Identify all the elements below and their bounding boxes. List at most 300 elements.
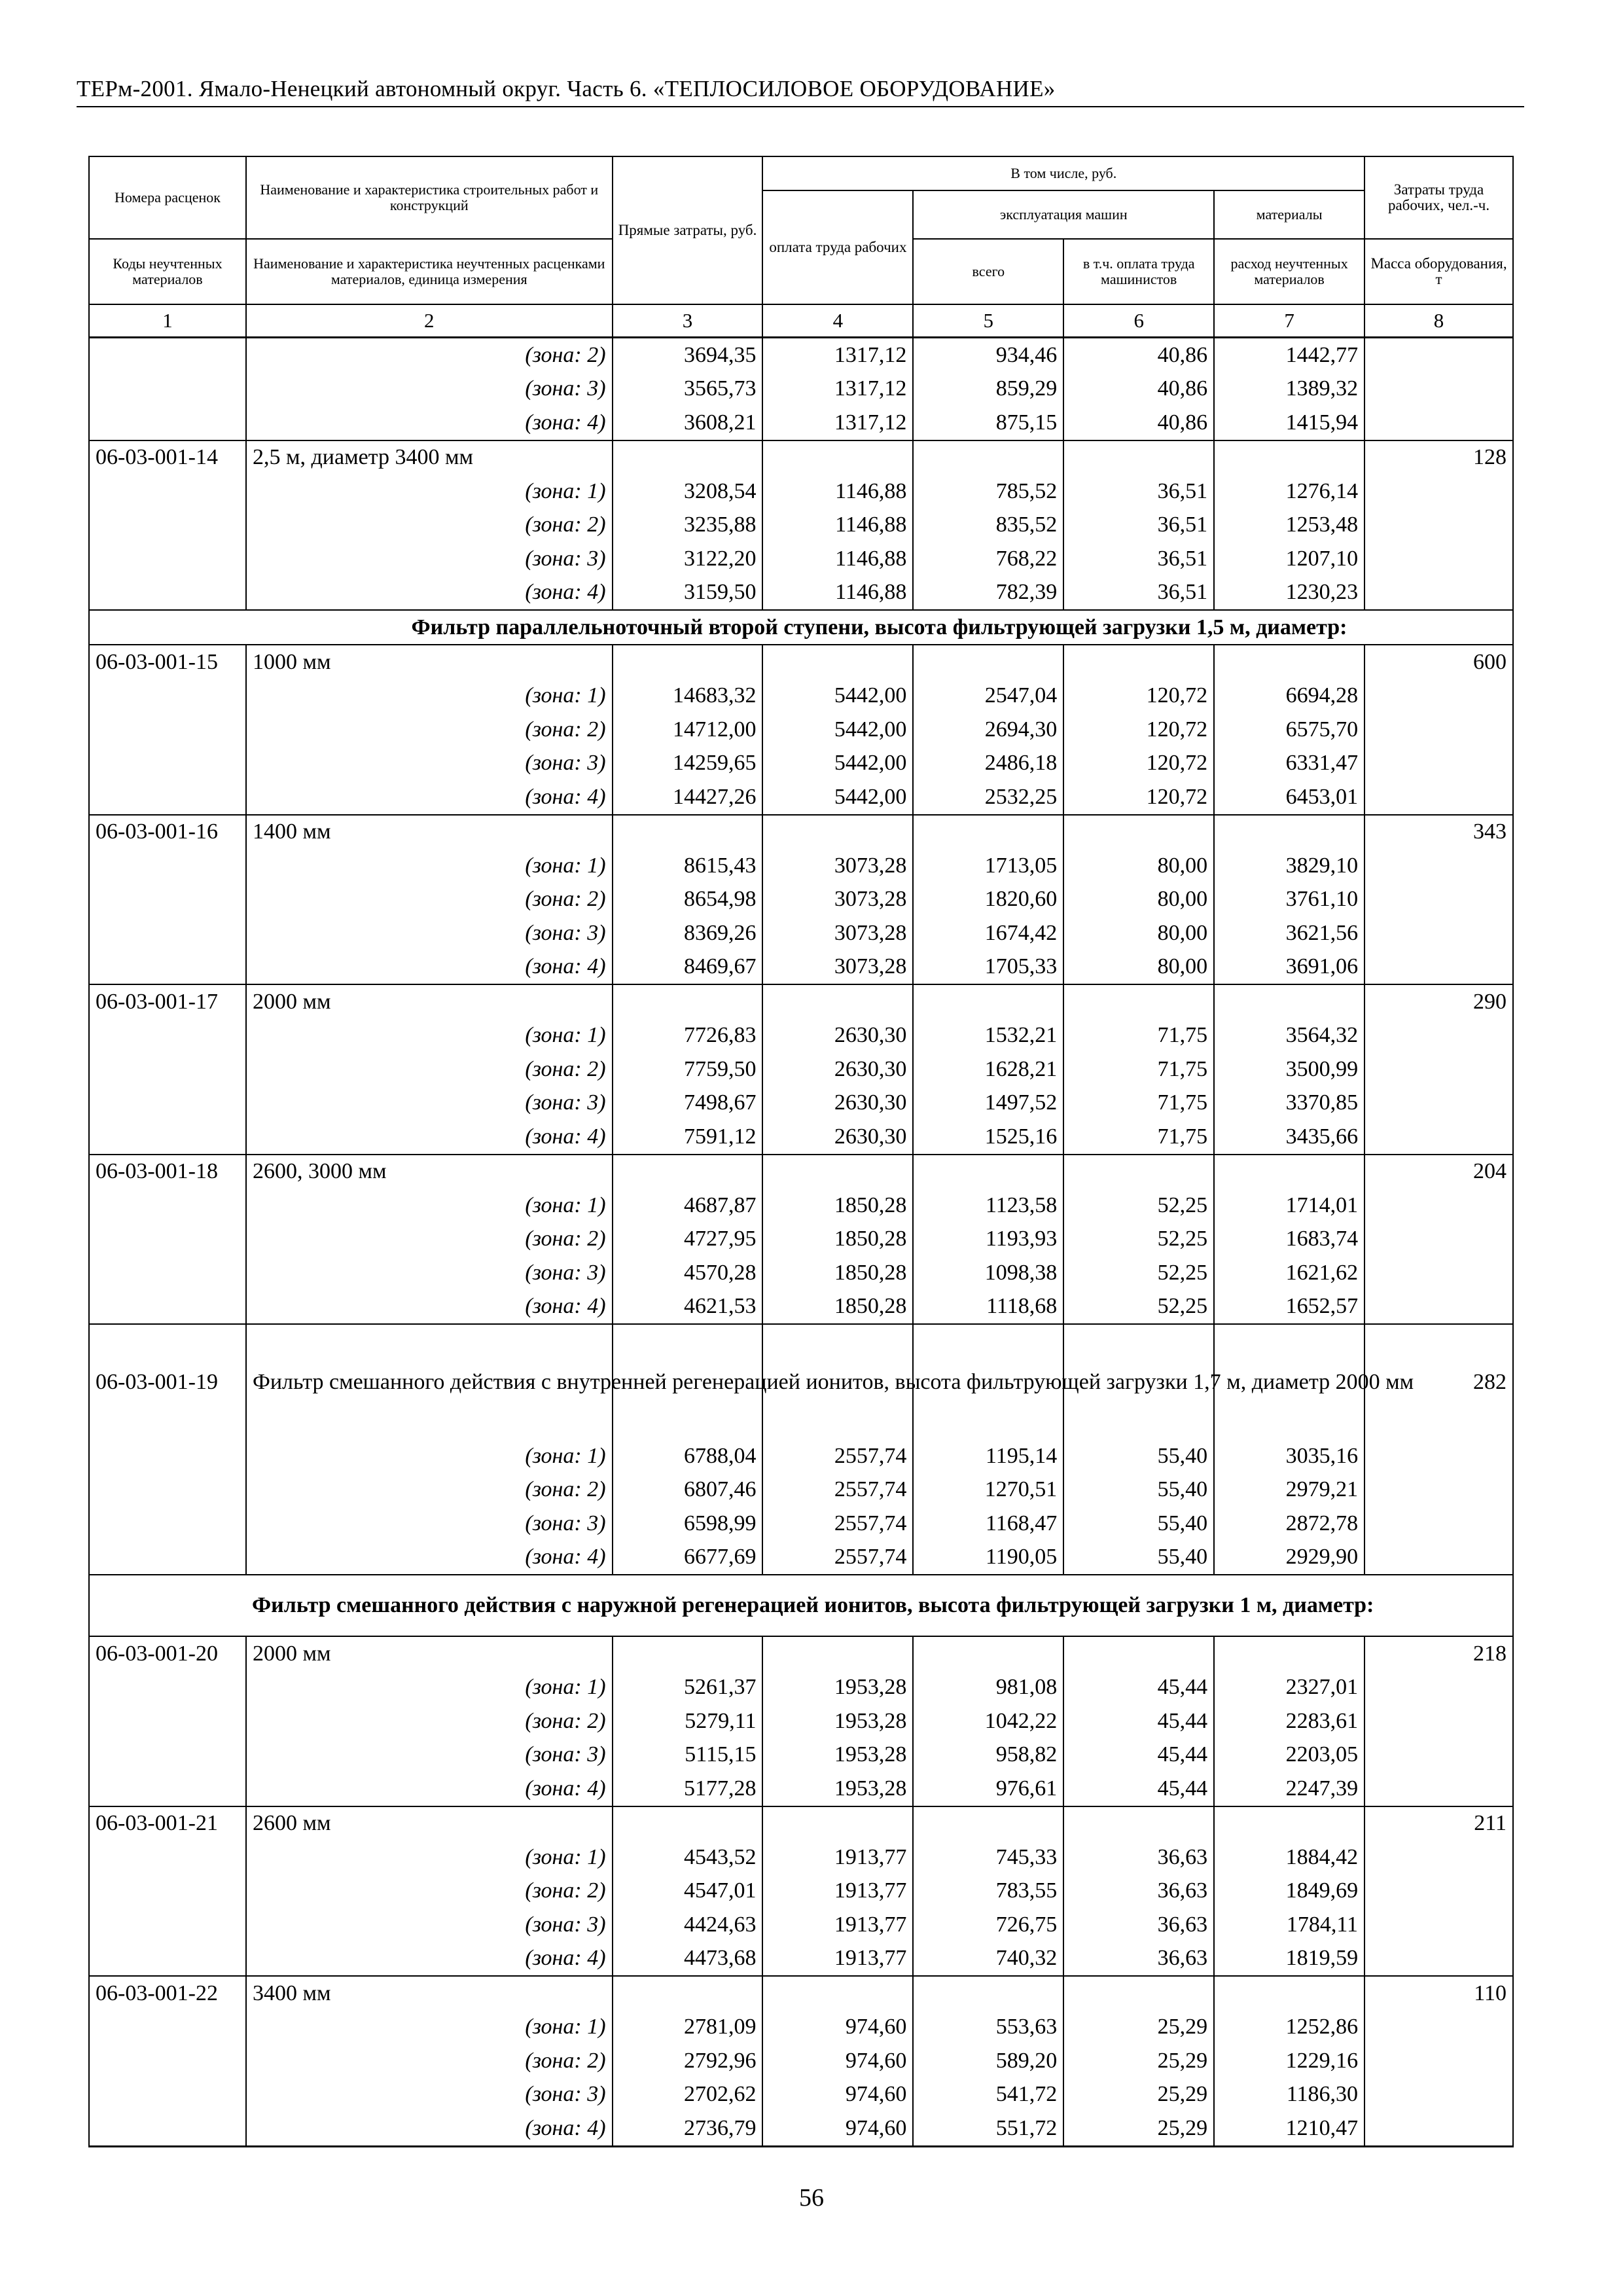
direct-costs: 4687,87 <box>613 1189 763 1223</box>
zone-row <box>89 747 1513 781</box>
empty-cell <box>1214 1806 1364 1841</box>
direct-costs: 4543,52 <box>613 1840 763 1874</box>
worker-wages: 1146,88 <box>762 475 913 509</box>
zone-row <box>89 849 1513 883</box>
materials-cost: 3435,66 <box>1214 1120 1364 1155</box>
materials-cost: 1230,23 <box>1214 576 1364 611</box>
empty-cell <box>1364 372 1513 406</box>
empty-cell <box>1364 950 1513 985</box>
materials-cost: 1253,48 <box>1214 509 1364 543</box>
machinist-wages: 36,63 <box>1063 1840 1214 1874</box>
zone-row <box>89 1120 1513 1155</box>
empty-cell <box>89 883 246 917</box>
labor-costs: 343 <box>1364 815 1513 850</box>
zone-label: (зона: 4) <box>246 576 613 611</box>
machine-operation: 745,33 <box>913 1840 1063 1874</box>
direct-costs: 5115,15 <box>613 1738 763 1772</box>
materials-cost: 1252,86 <box>1214 2011 1364 2045</box>
materials-cost: 2979,21 <box>1214 1473 1364 1507</box>
direct-costs: 7498,67 <box>613 1086 763 1121</box>
zone-row <box>89 2044 1513 2078</box>
empty-cell <box>1063 1976 1214 2011</box>
worker-wages: 1850,28 <box>762 1189 913 1223</box>
zone-row <box>89 780 1513 815</box>
zone-row <box>89 916 1513 950</box>
zone-label: (зона: 3) <box>246 2078 613 2112</box>
empty-cell <box>89 1019 246 1053</box>
worker-wages: 3073,28 <box>762 950 913 985</box>
empty-cell <box>89 1507 246 1541</box>
empty-cell <box>913 1976 1063 2011</box>
machinist-wages: 25,29 <box>1063 2011 1214 2045</box>
machine-operation: 934,46 <box>913 338 1063 372</box>
rate-code: 06-03-001-19 <box>89 1324 246 1439</box>
zone-label: (зона: 2) <box>246 1052 613 1086</box>
empty-cell <box>1364 1704 1513 1738</box>
machinist-wages: 71,75 <box>1063 1052 1214 1086</box>
zone-label: (зона: 2) <box>246 1874 613 1909</box>
column-number: 6 <box>1063 304 1214 338</box>
rate-header-row <box>89 645 1513 679</box>
machine-operation: 2694,30 <box>913 713 1063 747</box>
machine-operation: 1190,05 <box>913 1541 1063 1575</box>
machinist-wages: 52,25 <box>1063 1290 1214 1325</box>
empty-cell <box>762 1636 913 1671</box>
zone-row <box>89 338 1513 372</box>
direct-costs: 3565,73 <box>613 372 763 406</box>
machinist-wages: 45,44 <box>1063 1671 1214 1705</box>
machinist-wages: 120,72 <box>1063 780 1214 815</box>
header-work-name: Наименование и характеристика строительных работ и конструкций <box>246 156 613 239</box>
worker-wages: 1913,77 <box>762 1908 913 1942</box>
zone-row <box>89 1507 1513 1541</box>
page-number: 56 <box>799 2184 824 2212</box>
zone-row <box>89 1086 1513 1121</box>
zone-row <box>89 1541 1513 1575</box>
machinist-wages: 40,86 <box>1063 338 1214 372</box>
worker-wages: 5442,00 <box>762 780 913 815</box>
materials-cost: 2929,90 <box>1214 1541 1364 1575</box>
empty-cell <box>1364 475 1513 509</box>
materials-cost: 1819,59 <box>1214 1942 1364 1977</box>
empty-cell <box>89 372 246 406</box>
empty-cell <box>762 1976 913 2011</box>
empty-cell <box>1364 1738 1513 1772</box>
empty-cell <box>1364 1541 1513 1575</box>
empty-cell <box>913 645 1063 679</box>
zone-row <box>89 372 1513 406</box>
empty-cell <box>1364 576 1513 611</box>
machinist-wages: 71,75 <box>1063 1086 1214 1121</box>
direct-costs: 4570,28 <box>613 1256 763 1290</box>
empty-cell <box>1364 1086 1513 1121</box>
empty-cell <box>913 1806 1063 1841</box>
machinist-wages: 40,86 <box>1063 372 1214 406</box>
direct-costs: 4621,53 <box>613 1290 763 1325</box>
worker-wages: 1146,88 <box>762 542 913 576</box>
zone-label: (зона: 3) <box>246 1086 613 1121</box>
column-number: 2 <box>246 304 613 338</box>
worker-wages: 5442,00 <box>762 679 913 713</box>
empty-cell <box>1063 1636 1214 1671</box>
empty-cell <box>613 645 763 679</box>
empty-cell <box>89 1189 246 1223</box>
worker-wages: 1850,28 <box>762 1223 913 1257</box>
empty-cell <box>89 1223 246 1257</box>
empty-cell <box>89 2078 246 2112</box>
worker-wages: 3073,28 <box>762 916 913 950</box>
zone-label: (зона: 1) <box>246 1189 613 1223</box>
worker-wages: 974,60 <box>762 2044 913 2078</box>
direct-costs: 14259,65 <box>613 747 763 781</box>
zone-label: (зона: 4) <box>246 406 613 440</box>
machinist-wages: 52,25 <box>1063 1223 1214 1257</box>
materials-cost: 3621,56 <box>1214 916 1364 950</box>
work-description: 2,5 м, диаметр 3400 мм <box>246 440 613 475</box>
materials-cost: 1210,47 <box>1214 2111 1364 2146</box>
empty-cell <box>89 1439 246 1473</box>
worker-wages: 2630,30 <box>762 1086 913 1121</box>
worker-wages: 2557,74 <box>762 1473 913 1507</box>
machinist-wages: 36,51 <box>1063 576 1214 611</box>
zone-row <box>89 950 1513 985</box>
empty-cell <box>762 1806 913 1841</box>
empty-cell <box>613 1976 763 2011</box>
machinist-wages: 45,44 <box>1063 1738 1214 1772</box>
direct-costs: 4424,63 <box>613 1908 763 1942</box>
header-rule <box>77 106 1524 107</box>
zone-label: (зона: 3) <box>246 542 613 576</box>
machinist-wages: 36,63 <box>1063 1874 1214 1909</box>
section-heading: Фильтр смешанного действия с наружной регенерацией ионитов, высота фильтрующей загрузки 1 м, диаметр: <box>246 1575 1513 1636</box>
work-description: 3400 мм <box>246 1976 613 2011</box>
empty-cell <box>1364 849 1513 883</box>
machinist-wages: 25,29 <box>1063 2111 1214 2146</box>
empty-cell <box>89 338 246 372</box>
zone-row <box>89 2111 1513 2146</box>
empty-cell <box>89 1052 246 1086</box>
machine-operation: 1168,47 <box>913 1507 1063 1541</box>
zone-row <box>89 542 1513 576</box>
machine-operation: 1820,60 <box>913 883 1063 917</box>
materials-cost: 3829,10 <box>1214 849 1364 883</box>
machinist-wages: 120,72 <box>1063 679 1214 713</box>
zone-label: (зона: 4) <box>246 780 613 815</box>
machine-operation: 958,82 <box>913 1738 1063 1772</box>
machine-operation: 1713,05 <box>913 849 1063 883</box>
materials-cost: 1229,16 <box>1214 2044 1364 2078</box>
column-number: 5 <box>913 304 1063 338</box>
rate-header-row <box>89 1155 1513 1189</box>
rate-header-row <box>89 1636 1513 1671</box>
machine-operation: 981,08 <box>913 1671 1063 1705</box>
machinist-wages: 52,25 <box>1063 1256 1214 1290</box>
machinist-wages: 80,00 <box>1063 849 1214 883</box>
empty-cell <box>1364 1439 1513 1473</box>
empty-cell <box>1364 1290 1513 1325</box>
zone-label: (зона: 3) <box>246 1507 613 1541</box>
zone-label: (зона: 1) <box>246 679 613 713</box>
direct-costs: 7591,12 <box>613 1120 763 1155</box>
work-description: 1000 мм <box>246 645 613 679</box>
machine-operation: 2486,18 <box>913 747 1063 781</box>
zone-label: (зона: 4) <box>246 2111 613 2146</box>
empty-cell <box>1364 338 1513 372</box>
machinist-wages: 52,25 <box>1063 1189 1214 1223</box>
machine-operation: 835,52 <box>913 509 1063 543</box>
empty-cell <box>613 1806 763 1841</box>
machinist-wages: 36,51 <box>1063 542 1214 576</box>
empty-cell <box>89 1704 246 1738</box>
zone-label: (зона: 4) <box>246 1290 613 1325</box>
machine-operation: 726,75 <box>913 1908 1063 1942</box>
machinist-wages: 71,75 <box>1063 1120 1214 1155</box>
empty-cell <box>613 984 763 1019</box>
worker-wages: 5442,00 <box>762 747 913 781</box>
zone-label: (зона: 1) <box>246 1840 613 1874</box>
machine-operation: 783,55 <box>913 1874 1063 1909</box>
header-labor-costs: Затраты труда рабочих, чел.-ч. <box>1364 156 1513 239</box>
zone-label: (зона: 1) <box>246 1671 613 1705</box>
materials-cost: 3564,32 <box>1214 1019 1364 1053</box>
empty-cell <box>1364 1772 1513 1806</box>
empty-cell <box>762 815 913 850</box>
direct-costs: 4727,95 <box>613 1223 763 1257</box>
direct-costs: 5261,37 <box>613 1671 763 1705</box>
machinist-wages: 55,40 <box>1063 1507 1214 1541</box>
empty-cell <box>89 2011 246 2045</box>
rates-table <box>88 156 1514 2147</box>
machine-operation: 1532,21 <box>913 1019 1063 1053</box>
section-heading-row <box>89 1575 1513 1636</box>
direct-costs: 6807,46 <box>613 1473 763 1507</box>
zone-label: (зона: 4) <box>246 1772 613 1806</box>
empty-cell <box>1214 1636 1364 1671</box>
materials-cost: 2283,61 <box>1214 1704 1364 1738</box>
zone-row <box>89 1874 1513 1909</box>
empty-cell <box>1364 1840 1513 1874</box>
direct-costs: 14683,32 <box>613 679 763 713</box>
machine-operation: 1705,33 <box>913 950 1063 985</box>
empty-cell <box>89 950 246 985</box>
machine-operation: 785,52 <box>913 475 1063 509</box>
empty-cell <box>89 1874 246 1909</box>
empty-cell <box>89 1256 246 1290</box>
zone-label: (зона: 1) <box>246 1439 613 1473</box>
zone-row <box>89 1256 1513 1290</box>
empty-cell <box>762 984 913 1019</box>
zone-row <box>89 475 1513 509</box>
materials-cost: 2247,39 <box>1214 1772 1364 1806</box>
materials-cost: 1884,42 <box>1214 1840 1364 1874</box>
empty-cell <box>613 815 763 850</box>
worker-wages: 1953,28 <box>762 1772 913 1806</box>
empty-cell <box>1063 1806 1214 1841</box>
zone-row <box>89 1704 1513 1738</box>
zone-row <box>89 1290 1513 1325</box>
rate-header-row <box>89 1806 1513 1841</box>
empty-cell <box>913 815 1063 850</box>
machine-operation: 1123,58 <box>913 1189 1063 1223</box>
zone-row <box>89 509 1513 543</box>
empty-cell <box>1364 1473 1513 1507</box>
zone-label: (зона: 2) <box>246 1223 613 1257</box>
machine-operation: 589,20 <box>913 2044 1063 2078</box>
empty-cell <box>762 1155 913 1189</box>
running-header: ТЕРм-2001. Ямало-Ненецкий автономный округ. Часть 6. «ТЕПЛОСИЛОВОЕ ОБОРУДОВАНИЕ» <box>77 76 1056 101</box>
zone-label: (зона: 2) <box>246 1473 613 1507</box>
zone-label: (зона: 2) <box>246 2044 613 2078</box>
empty-cell <box>1364 1908 1513 1942</box>
table-header <box>89 156 1513 338</box>
machinist-wages: 36,63 <box>1063 1908 1214 1942</box>
materials-cost: 1683,74 <box>1214 1223 1364 1257</box>
direct-costs: 4547,01 <box>613 1874 763 1909</box>
zone-row <box>89 576 1513 611</box>
machinist-wages: 71,75 <box>1063 1019 1214 1053</box>
zone-label: (зона: 2) <box>246 883 613 917</box>
machinist-wages: 80,00 <box>1063 916 1214 950</box>
machine-operation: 541,72 <box>913 2078 1063 2112</box>
machine-operation: 768,22 <box>913 542 1063 576</box>
work-description: Фильтр смешанного действия с внутренней регенерацией ионитов, высота фильтрующей загрузки 1,7 м, диаметр 2000 мм <box>246 1324 613 1439</box>
worker-wages: 974,60 <box>762 2011 913 2045</box>
empty-cell <box>1364 1256 1513 1290</box>
empty-cell <box>1364 1223 1513 1257</box>
empty-cell <box>913 1155 1063 1189</box>
empty-cell <box>1364 916 1513 950</box>
header-material-codes: Коды неучтенных материалов <box>89 239 246 304</box>
empty-cell <box>89 747 246 781</box>
empty-cell <box>89 475 246 509</box>
empty-cell <box>89 1738 246 1772</box>
worker-wages: 1913,77 <box>762 1840 913 1874</box>
empty-cell <box>1214 815 1364 850</box>
worker-wages: 1850,28 <box>762 1256 913 1290</box>
machinist-wages: 55,40 <box>1063 1473 1214 1507</box>
header-material-names: Наименование и характеристика неучтенных расценками материалов, единица измерения <box>246 239 613 304</box>
zone-label: (зона: 1) <box>246 849 613 883</box>
zone-label: (зона: 3) <box>246 747 613 781</box>
materials-cost: 6575,70 <box>1214 713 1364 747</box>
header-rate-numbers: Номера расценок <box>89 156 246 239</box>
worker-wages: 1913,77 <box>762 1874 913 1909</box>
empty-cell <box>1364 1671 1513 1705</box>
materials-cost: 1621,62 <box>1214 1256 1364 1290</box>
machine-operation: 2532,25 <box>913 780 1063 815</box>
work-description: 2600 мм <box>246 1806 613 1841</box>
zone-row <box>89 2011 1513 2045</box>
empty-cell <box>1364 542 1513 576</box>
zone-row <box>89 1223 1513 1257</box>
zone-row <box>89 1942 1513 1977</box>
empty-cell <box>1214 1155 1364 1189</box>
empty-cell <box>1364 2111 1513 2146</box>
empty-cell <box>89 1473 246 1507</box>
materials-cost: 6453,01 <box>1214 780 1364 815</box>
empty-cell <box>1364 1189 1513 1223</box>
empty-cell <box>1364 2044 1513 2078</box>
zone-row <box>89 1019 1513 1053</box>
empty-cell <box>1364 679 1513 713</box>
materials-cost: 1442,77 <box>1214 338 1364 372</box>
machinist-wages: 36,51 <box>1063 475 1214 509</box>
column-number: 8 <box>1364 304 1513 338</box>
worker-wages: 2557,74 <box>762 1507 913 1541</box>
worker-wages: 974,60 <box>762 2078 913 2112</box>
zone-label: (зона: 2) <box>246 713 613 747</box>
header-including: В том числе, руб. <box>762 156 1364 190</box>
work-description: 2000 мм <box>246 1636 613 1671</box>
empty-cell <box>1214 645 1364 679</box>
direct-costs: 2781,09 <box>613 2011 763 2045</box>
labor-costs: 290 <box>1364 984 1513 1019</box>
empty-cell <box>762 645 913 679</box>
empty-cell <box>762 440 913 475</box>
machine-operation: 1195,14 <box>913 1439 1063 1473</box>
labor-costs: 204 <box>1364 1155 1513 1189</box>
machinist-wages: 45,44 <box>1063 1704 1214 1738</box>
empty-cell <box>1364 1874 1513 1909</box>
empty-cell <box>89 713 246 747</box>
rate-code: 06-03-001-15 <box>89 645 246 679</box>
machinist-wages: 80,00 <box>1063 950 1214 985</box>
worker-wages: 1953,28 <box>762 1704 913 1738</box>
direct-costs: 5279,11 <box>613 1704 763 1738</box>
empty-cell <box>1214 984 1364 1019</box>
materials-cost: 1276,14 <box>1214 475 1364 509</box>
direct-costs: 3208,54 <box>613 475 763 509</box>
rate-code: 06-03-001-21 <box>89 1806 246 1841</box>
zone-row <box>89 1439 1513 1473</box>
direct-costs: 14427,26 <box>613 780 763 815</box>
machine-operation: 859,29 <box>913 372 1063 406</box>
empty-cell <box>89 780 246 815</box>
zone-label: (зона: 4) <box>246 1541 613 1575</box>
zone-row <box>89 1772 1513 1806</box>
machine-operation: 875,15 <box>913 406 1063 440</box>
empty-cell <box>89 849 246 883</box>
empty-cell <box>89 542 246 576</box>
direct-costs: 8615,43 <box>613 849 763 883</box>
header-direct-costs: Прямые затраты, руб. <box>613 156 763 304</box>
empty-cell <box>1364 406 1513 440</box>
header-machine-operation: эксплуатация машин <box>913 190 1214 239</box>
worker-wages: 2630,30 <box>762 1019 913 1053</box>
work-description: 1400 мм <box>246 815 613 850</box>
machinist-wages: 25,29 <box>1063 2044 1214 2078</box>
table-body <box>89 338 1513 2147</box>
machinist-wages: 36,51 <box>1063 509 1214 543</box>
column-number: 1 <box>89 304 246 338</box>
worker-wages: 3073,28 <box>762 849 913 883</box>
machine-operation: 1525,16 <box>913 1120 1063 1155</box>
work-description: 2600, 3000 мм <box>246 1155 613 1189</box>
direct-costs: 6598,99 <box>613 1507 763 1541</box>
zone-label: (зона: 4) <box>246 1942 613 1977</box>
empty-cell <box>89 1290 246 1325</box>
direct-costs: 3122,20 <box>613 542 763 576</box>
empty-cell <box>89 406 246 440</box>
empty-cell <box>1364 713 1513 747</box>
rate-header-row <box>89 1324 1513 1439</box>
zone-label: (зона: 2) <box>246 509 613 543</box>
machinist-wages: 120,72 <box>1063 747 1214 781</box>
zone-label: (зона: 1) <box>246 1019 613 1053</box>
empty-cell <box>89 1908 246 1942</box>
worker-wages: 1146,88 <box>762 576 913 611</box>
empty-cell <box>1364 1942 1513 1977</box>
